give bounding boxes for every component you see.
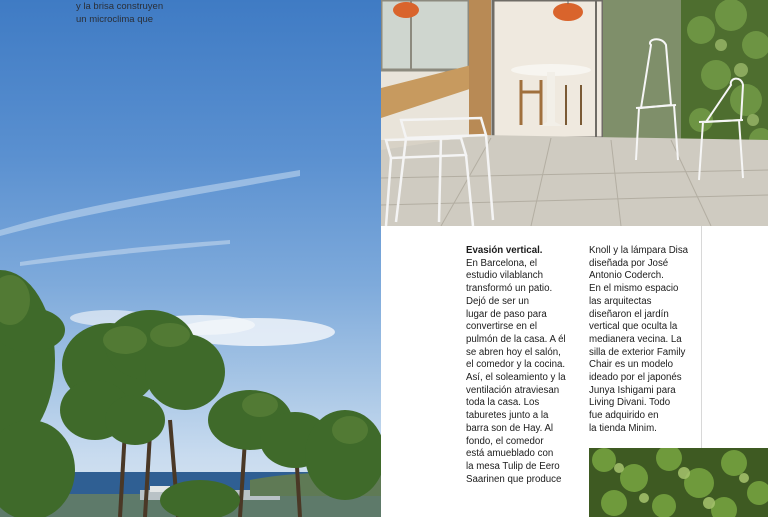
body-line: la mesa Tulip de Eero [466,460,560,472]
body-line: ventilación atraviesan [466,384,560,396]
right-page [381,0,768,517]
body-line: barra son de Hay. Al [466,422,554,434]
body-line: transformó un patio. [466,283,553,295]
body-line: taburetes junto a la [466,410,549,422]
body-line: las arquitectas [589,295,652,307]
body-line: silla de exterior Family [589,346,686,358]
body-line: diseñaron el jardín [589,308,669,320]
body-line: Living Divani. Todo [589,397,671,409]
body-line: el comedor y la cocina. [466,359,566,371]
body-line: lugar de paso para [466,308,547,320]
patio-photo [381,0,768,226]
article-column-2 [589,245,704,436]
body-line: diseñada por José [589,257,669,269]
vertical-garden-photo [589,448,768,517]
article-column-1 [466,245,581,486]
foliage-illustration [589,448,768,517]
body-line: Saarinen que produce [466,473,562,485]
patio-illustration [381,0,768,226]
body-line: está amueblado con [466,448,554,460]
body-line: estudio vilablanch [466,270,544,282]
body-line: medianera vecina. La [589,333,682,345]
body-line: Chair es un modelo [589,359,674,371]
body-line: Junya Ishigami para [589,384,676,396]
body-line: En Barcelona, el [466,257,538,269]
body-line: vertical que oculta la [589,321,678,333]
body-line: se abren hoy el salón, [466,346,561,358]
body-line: la tienda Minim. [589,422,657,434]
caption-line: un microclima que [76,14,154,25]
body-line: pulmón de la casa. A él [466,333,566,345]
body-line: Antonio Coderch. [589,270,664,282]
column-divider [701,226,702,448]
coastal-landscape-illustration [0,0,381,517]
body-line: Knoll y la lámpara Disa [589,245,689,256]
caption-line: y la brisa construyen [76,1,164,12]
article-heading: Evasión vertical. [466,245,543,256]
body-line: fondo, el comedor [466,435,544,447]
coastal-pines-photo [0,0,381,517]
body-line: toda la casa. Los [466,397,540,409]
left-caption [76,0,196,26]
body-line: Así, el soleamiento y la [466,372,566,384]
body-line: fue adquirido en [589,410,659,422]
body-line: ideado por el japonés [589,372,682,384]
body-line: En el mismo espacio [589,283,679,295]
body-line: convertirse en el [466,321,538,333]
body-line: Dejó de ser un [466,295,530,307]
